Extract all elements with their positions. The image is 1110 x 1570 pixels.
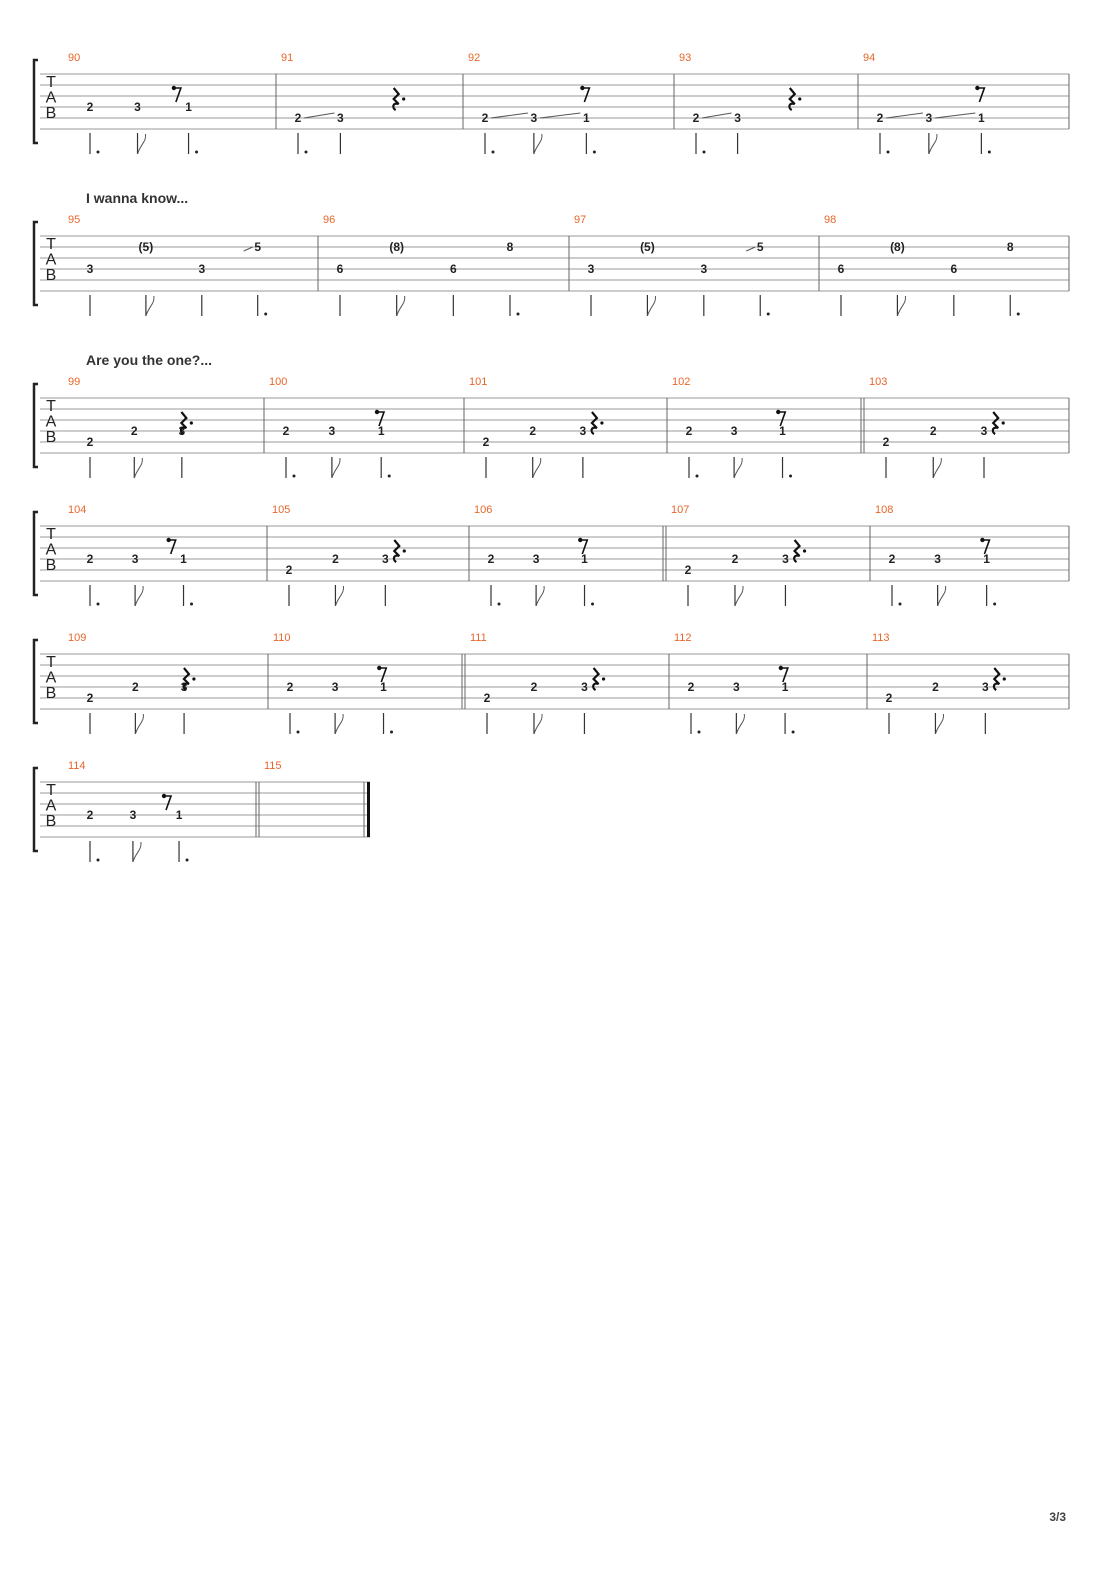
eighth-flag (146, 296, 154, 316)
measure-number: 103 (869, 376, 888, 388)
measure (68, 760, 259, 862)
measure-number: 107 (671, 504, 690, 516)
tab-clef-letter: A (45, 89, 57, 107)
eighth-flag (938, 586, 946, 606)
measure (469, 376, 667, 478)
measure (264, 760, 370, 837)
measure (869, 376, 1069, 478)
rhythm-dot (703, 151, 706, 154)
rest-dot (1002, 421, 1005, 424)
fret-number: 3 (129, 808, 137, 822)
eighth-rest-head (776, 410, 780, 414)
fret-number: (5) (138, 240, 154, 254)
fret-number: 3 (733, 680, 740, 694)
slide-line (304, 113, 334, 118)
fret-number: 2 (86, 435, 94, 449)
fret-number: 3 (337, 111, 344, 125)
fret-number: 1 (583, 111, 590, 125)
fret-number: 2 (294, 111, 302, 125)
rhythm-dot (390, 731, 393, 734)
fret-number: 2 (731, 552, 739, 566)
fret-number: 2 (487, 552, 495, 566)
tab-clef-letter: A (45, 669, 57, 687)
measure (875, 504, 1069, 606)
fret-number: 3 (782, 552, 789, 566)
measure-number: 109 (68, 632, 87, 644)
fret-number: 3 (180, 680, 188, 694)
eighth-flag (138, 134, 146, 154)
measure-number: 100 (269, 376, 288, 388)
rhythm-dot (195, 151, 198, 154)
fret-number: 2 (286, 680, 294, 694)
fret-number: 2 (86, 100, 94, 114)
fret-number: 8 (1006, 240, 1014, 254)
measure (671, 504, 870, 606)
rhythm-dot (517, 313, 520, 316)
measure (574, 214, 819, 316)
section-text: I wanna know... (86, 190, 189, 206)
rhythm-dot (388, 475, 391, 478)
staff-row (34, 52, 1069, 154)
rhythm-dot (1017, 313, 1020, 316)
tab-clef-letter: B (45, 813, 57, 830)
fret-number: 3 (198, 262, 206, 276)
system-bracket (34, 384, 38, 467)
fret-number: 3 (331, 680, 339, 694)
rhythm-dot (887, 151, 890, 154)
eighth-flag (533, 458, 541, 478)
fret-number: 2 (132, 680, 139, 694)
eighth-flag (935, 714, 943, 734)
eighth-flag (332, 458, 340, 478)
fret-number: 1 (175, 808, 183, 822)
fret-number: 6 (950, 262, 958, 276)
measure-number: 114 (68, 760, 86, 772)
slide-line (491, 113, 528, 118)
tab-clef-letter: B (45, 557, 57, 574)
tab-clef-letter: T (46, 236, 56, 253)
staff-row (34, 632, 1069, 734)
fret-number: 2 (685, 424, 693, 438)
rhythm-dot (767, 313, 770, 316)
fret-number: 3 (587, 262, 595, 276)
fret-number: 3 (734, 111, 741, 125)
final-barline (367, 782, 370, 837)
fret-number: 3 (700, 262, 708, 276)
fret-number: 2 (888, 552, 896, 566)
fret-number: 2 (882, 435, 890, 449)
rhythm-dot (264, 313, 267, 316)
fret-number: 3 (579, 424, 587, 438)
measure-number: 93 (679, 52, 692, 64)
tab-clef-letter: B (45, 267, 57, 284)
eighth-flag (736, 714, 744, 734)
eighth-flag (534, 134, 542, 154)
eighth-flag (734, 458, 742, 478)
staff-row (34, 504, 1069, 606)
measure-number: 108 (875, 504, 894, 516)
measure (679, 52, 858, 154)
eighth-flag (135, 714, 143, 734)
measure-number: 101 (469, 376, 488, 388)
measure-number: 112 (674, 632, 692, 644)
fret-number: 2 (529, 424, 537, 438)
measure-number: 102 (672, 376, 691, 388)
fret-number: 2 (876, 111, 884, 125)
eighth-flag (335, 586, 343, 606)
fret-number: 3 (178, 424, 186, 438)
fret-number: 1 (377, 424, 385, 438)
fret-number: 3 (934, 552, 941, 566)
rhythm-dot (698, 731, 701, 734)
eighth-flag (735, 586, 743, 606)
rhythm-dot (696, 475, 699, 478)
measure (674, 632, 867, 734)
fret-number: 2 (692, 111, 700, 125)
measure-number: 99 (68, 376, 81, 388)
section-text: Are you the one?... (86, 352, 213, 368)
eighth-flag (933, 458, 941, 478)
tab-clef-letter: A (45, 541, 57, 559)
rest-dot (192, 677, 195, 680)
fret-number: 3 (730, 424, 738, 438)
slide-in-line (244, 247, 253, 251)
slide-in-line (746, 247, 755, 251)
slide-line (540, 113, 580, 118)
rhythm-dot (593, 151, 596, 154)
eighth-flag (397, 296, 405, 316)
rhythm-dot (792, 731, 795, 734)
measure (863, 52, 1069, 154)
eighth-rest-head (166, 538, 170, 542)
measure (474, 504, 666, 606)
fret-number: 3 (86, 262, 94, 276)
rest-dot (600, 421, 603, 424)
measure-number: 115 (264, 760, 282, 772)
staff-row (34, 352, 1069, 478)
fret-number: 1 (779, 424, 786, 438)
rest-dot (402, 97, 405, 100)
eighth-flag (534, 714, 542, 734)
measure (468, 52, 674, 154)
eighth-rest-head (975, 86, 979, 90)
measure-number: 98 (824, 214, 837, 226)
measure-number: 105 (272, 504, 291, 516)
staff-row (34, 190, 1069, 316)
tab-clef-letter: A (45, 413, 57, 431)
fret-number: 2 (684, 563, 692, 577)
tab-clef-letter: T (46, 74, 56, 91)
system-bracket (34, 512, 38, 595)
fret-number: 5 (756, 240, 764, 254)
eighth-flag (929, 134, 937, 154)
eighth-rest-head (980, 538, 984, 542)
rhythm-dot (498, 603, 501, 606)
eighth-rest-head (580, 86, 584, 90)
staff-row (34, 760, 370, 862)
fret-number: 2 (482, 435, 490, 449)
system-bracket (34, 640, 38, 723)
fret-number: (8) (389, 240, 405, 254)
rhythm-dot (97, 151, 100, 154)
measure (273, 632, 465, 734)
rhythm-dot (293, 475, 296, 478)
tab-clef-letter: T (46, 654, 56, 671)
fret-number: 1 (781, 680, 789, 694)
eighth-flag (135, 586, 143, 606)
fret-number: 2 (530, 680, 538, 694)
fret-number: 1 (978, 111, 985, 125)
fret-number: 2 (282, 424, 290, 438)
fret-number: 2 (332, 552, 339, 566)
eighth-flag (134, 458, 142, 478)
measure-number: 92 (468, 52, 481, 64)
measure-number: 110 (273, 632, 291, 644)
rest-dot (798, 97, 801, 100)
rhythm-dot (190, 603, 193, 606)
fret-number: 1 (380, 680, 387, 694)
fret-number: 6 (449, 262, 457, 276)
measure-number: 106 (474, 504, 493, 516)
fret-number: 3 (532, 552, 540, 566)
fret-number: 8 (506, 240, 514, 254)
rhythm-dot (591, 603, 594, 606)
eighth-flag (897, 296, 905, 316)
rhythm-dot (297, 731, 300, 734)
eighth-rest-head (578, 538, 582, 542)
rest-dot (602, 677, 605, 680)
eighth-flag (335, 714, 343, 734)
measure (269, 376, 464, 478)
fret-number: 3 (131, 552, 139, 566)
fret-number: 3 (925, 111, 933, 125)
page-number: 3/3 (1049, 1510, 1066, 1524)
slide-line (886, 113, 923, 118)
measure (68, 504, 267, 606)
fret-number: 2 (483, 691, 491, 705)
measure-number: 97 (574, 214, 587, 226)
fret-number: 1 (185, 100, 192, 114)
measure-number: 113 (872, 632, 890, 644)
measure (323, 214, 569, 316)
fret-number: 2 (285, 563, 293, 577)
tab-clef-letter: T (46, 398, 56, 415)
measure-number: 104 (68, 504, 87, 516)
fret-number: 3 (328, 424, 336, 438)
fret-number: (8) (890, 240, 905, 254)
tab-clef-letter: B (45, 105, 57, 122)
tab-clef-letter: T (46, 526, 56, 543)
measure-number: 90 (68, 52, 81, 64)
rest-dot (803, 549, 806, 552)
fret-number: 2 (932, 680, 939, 694)
fret-number: 3 (134, 100, 141, 114)
fret-number: 3 (381, 552, 389, 566)
rest-dot (403, 549, 406, 552)
eighth-rest-head (779, 666, 783, 670)
tab-clef-letter: B (45, 685, 57, 702)
tab-clef-letter: B (45, 429, 57, 446)
rhythm-dot (993, 603, 996, 606)
fret-number: 2 (86, 808, 94, 822)
eighth-flag (133, 842, 141, 862)
rhythm-dot (97, 859, 100, 862)
fret-number: 1 (180, 552, 187, 566)
eighth-rest-head (377, 666, 381, 670)
measure (68, 632, 268, 734)
fret-number: 2 (885, 691, 893, 705)
eighth-flag (536, 586, 544, 606)
rest-dot (190, 421, 193, 424)
rhythm-dot (988, 151, 991, 154)
fret-number: 2 (86, 552, 94, 566)
fret-number: 3 (530, 111, 538, 125)
rest-dot (1003, 677, 1006, 680)
measure-number: 96 (323, 214, 336, 226)
eighth-rest-head (375, 410, 379, 414)
eighth-flag (647, 296, 655, 316)
measure (68, 376, 264, 478)
rhythm-dot (899, 603, 902, 606)
fret-number: 1 (581, 552, 588, 566)
system-bracket (34, 222, 38, 305)
measure (824, 214, 1069, 316)
system-bracket (34, 60, 38, 143)
measure (281, 52, 463, 154)
tab-clef-letter: A (45, 251, 57, 269)
fret-number: 6 (837, 262, 845, 276)
slide-line (935, 113, 975, 118)
fret-number: 5 (254, 240, 262, 254)
measure-number: 95 (68, 214, 81, 226)
fret-number: (5) (640, 240, 655, 254)
fret-number: 3 (981, 680, 989, 694)
tab-clef-letter: T (46, 782, 56, 799)
fret-number: 3 (581, 680, 588, 694)
fret-number: 1 (983, 552, 990, 566)
measure (872, 632, 1069, 734)
fret-number: 2 (687, 680, 695, 694)
rhythm-dot (186, 859, 189, 862)
slide-line (702, 113, 732, 118)
eighth-rest-head (162, 794, 166, 798)
system-bracket (34, 768, 38, 851)
fret-number: 3 (980, 424, 988, 438)
measure (672, 376, 864, 478)
measure (68, 214, 318, 316)
rhythm-dot (305, 151, 308, 154)
fret-number: 2 (130, 424, 138, 438)
measure-number: 94 (863, 52, 876, 64)
fret-number: 6 (336, 262, 344, 276)
tab-clef-letter: A (45, 797, 57, 815)
fret-number: 2 (929, 424, 937, 438)
measure-number: 91 (281, 52, 294, 64)
fret-number: 2 (86, 691, 94, 705)
measure (470, 632, 669, 734)
measure-number: 111 (470, 632, 487, 644)
fret-number: 2 (481, 111, 489, 125)
measure (272, 504, 469, 606)
eighth-rest-head (172, 86, 176, 90)
measure (68, 52, 276, 154)
rhythm-dot (789, 475, 792, 478)
rhythm-dot (492, 151, 495, 154)
rhythm-dot (97, 603, 100, 606)
